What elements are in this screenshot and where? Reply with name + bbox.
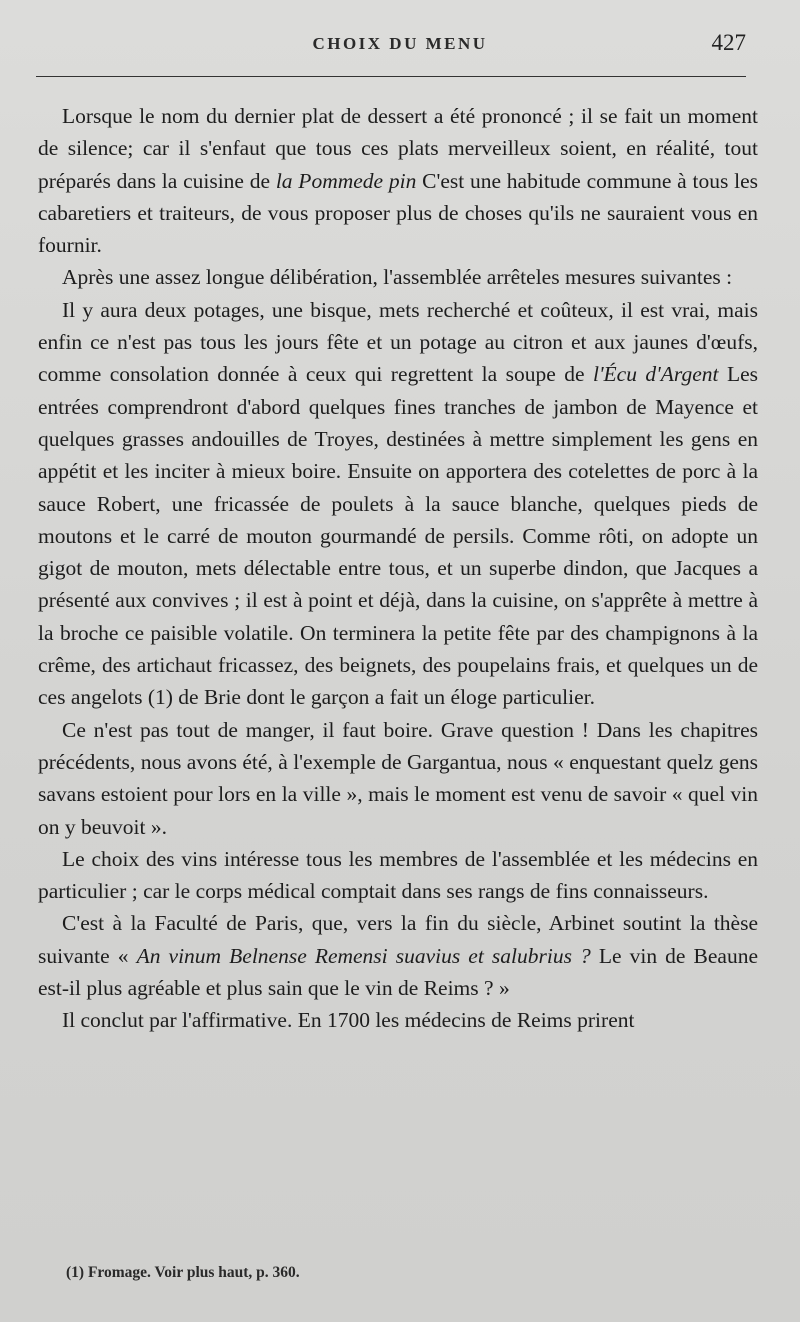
italic-text: An vinum Belnense Remensi suavius et salubrius ? [136, 943, 591, 968]
text-run: Il conclut par l'affirmative. En 1700 les médecins de Reims prirent [62, 1008, 635, 1033]
text-run: C'est une habitude commune à tous les cabaretiers et traiteurs, de vous proposer plus de choses qu'ils ne sauraient vous en fournir. [38, 168, 758, 258]
text-run: Les entrées comprendront d'abord quelques fines tranches de jambon de Mayence et quelques grasses andouilles de Troyes, destinées à mettre simplement les gens en appétit et les inciter à mieux boire. Ensuite on apportera des cotelettes de porc à la sauce Robert, une fricassée de poulets à la sauce blanche, quelques pieds de moutons et le carré de mouton gourmandé de persils. Comme rôti, on adopte un gigot de mouton, mets délectable entre tous, et un superbe dindon, que Jacques a présenté aux convives ; il est à point et déjà, dans la cuisine, on s'apprête à mettre à la broche ce paisible volatile. On terminera la petite fête par des champignons à la crême, des artichaut fricassez, des beignets, des poupelains frais, et quelques un de ces angelots (1) de Brie dont le garçon a fait un éloge particulier. [38, 362, 758, 710]
paragraph [38, 714, 758, 843]
text-run: C'est à la Faculté de Paris, que, vers la fin du siècle, Arbinet soutint la thèse suivante « [38, 911, 758, 968]
footnote: (1) Fromage. Voir plus haut, p. 360. [66, 1264, 300, 1281]
paragraph [38, 100, 758, 261]
text-run: Ce n'est pas tout de manger, il faut boire. Grave question ! Dans les chapitres précédents, nous avons été, à l'exemple de Gargantua, nous « enquestant quelz gens savans estoient pour lors en la ville », mais le moment est venu de savoir « quel vin on y beuvoit ». [38, 717, 758, 839]
page-number: 427 [711, 30, 746, 55]
paragraph [38, 843, 758, 908]
paragraph [38, 1004, 758, 1036]
paragraph [38, 907, 758, 1004]
paragraph [38, 261, 758, 293]
header-title: CHOIX DU MENU [312, 34, 488, 53]
body-text [38, 100, 758, 1037]
text-run: Le choix des vins intéresse tous les membres de l'assemblée et les médecins en particulier ; car le corps médical comptait dans ses rangs de fins connaisseurs. [38, 846, 758, 904]
italic-text: la Pommede pin [275, 168, 417, 193]
header-rule [36, 76, 746, 77]
text-run: Lorsque le nom du dernier plat de dessert a été prononcé ; il se fait un moment de silence; car il s'enfaut que tous ces plats merveilleux soient, en réalité, tout préparés dans la cuisine de [38, 104, 758, 193]
text-run: Le vin de Beaune est-il plus agréable et plus sain que le vin de Reims ? » [38, 943, 758, 1001]
text-run: Après une assez longue délibération, l'assemblée arrêteles mesures suivantes : [62, 265, 733, 290]
running-header [0, 30, 800, 64]
italic-text: l'Écu d'Argent [592, 362, 719, 387]
text-run: Il y aura deux potages, une bisque, mets recherché et coûteux, il est vrai, mais enfin ce n'est pas tous les jours fête et un potage au citron et aux jaunes d'œufs, comme consolation donnée à ceux qui regrettent la soupe de [38, 297, 758, 387]
paragraph [38, 294, 758, 714]
